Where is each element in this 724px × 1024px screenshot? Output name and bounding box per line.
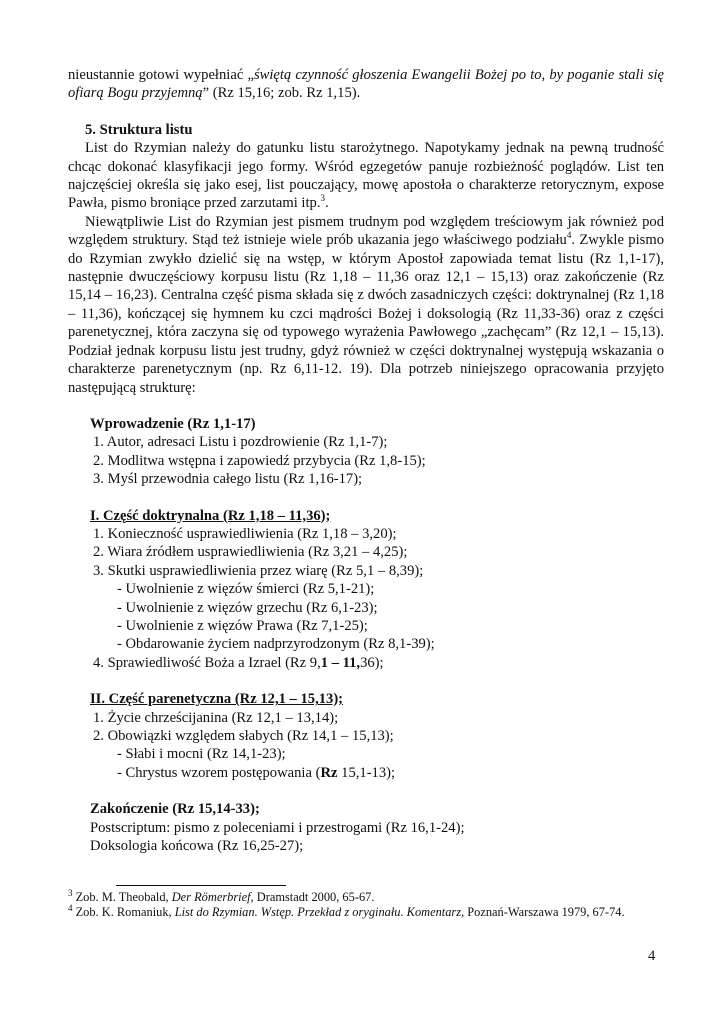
footnote-number: 3: [68, 887, 73, 898]
sub-list-item: - Uwolnienie z więzów Prawa (Rz 7,1-25);: [117, 617, 368, 634]
paragraph-2: [68, 213, 664, 397]
list-item-text: 4. Sprawiedliwość Boża a Izrael (Rz 9,: [93, 654, 321, 671]
page-number: 4: [648, 948, 656, 964]
footnote-ref-3: 3: [320, 193, 325, 204]
part-2-title: II. Część parenetyczna (Rz 12,1 – 15,13);: [90, 691, 344, 708]
list-item: 3. Myśl przewodnia całego listu (Rz 1,16-17);: [93, 471, 363, 488]
intro-section-title: Wprowadzenie (Rz 1,1-17): [90, 415, 256, 432]
ending-title: Zakończenie (Rz 15,14-33);: [90, 801, 260, 818]
footnote-text: Zob. M. Theobald,: [72, 890, 172, 904]
intro-paragraph: [68, 66, 664, 103]
paragraph-1-text: List do Rzymian należy do gatunku listu starożytnego. Napotykamy jednak na pewną trudność chcąc dokonać klasyfikacji jego formy. Wśród egzegetów panuje rozbieżność poglądów. List ten najczęściej określa się jako esej, list pouczający, mowę apostoła o charakterze retorycznym, expose Pawła, pismo broniące przed zarzutami itp.: [68, 140, 664, 212]
sub-list-item: - Słabi i mocni (Rz 14,1-23);: [117, 746, 286, 763]
footnote-divider: [116, 885, 286, 886]
sub-list-item: - Uwolnienie z więzów śmierci (Rz 5,1-21);: [117, 581, 375, 598]
intro-text: nieustannie gotowi wypełniać „: [68, 67, 254, 83]
footnote-title: Der Römerbrief: [171, 890, 251, 904]
list-item: 2. Wiara źródłem usprawiedliwienia (Rz 3,21 – 4,25);: [93, 544, 408, 561]
structure-intro: [68, 415, 664, 489]
intro-quote: świętą czynność głoszenia Ewangelii Bożej po to, by poganie stali się ofiarą Bogu przyjemną: [68, 67, 664, 102]
footnote-text: , Poznań-Warszawa 1979, 67-74.: [461, 905, 625, 919]
footnote-text: , Dramstadt 2000, 65-67.: [250, 890, 375, 904]
intro-citation: ” (Rz 15,16; zob. Rz 1,15).: [202, 85, 361, 102]
sub-list-bold: Rz: [320, 764, 338, 781]
footnote-number: 4: [68, 902, 73, 913]
list-item: Doksologia końcowa (Rz 16,25-27);: [90, 838, 304, 855]
paragraph-2-text-b: . Zwykle pismo do Rzymian zwykło dzielić się na wstęp, w którym Apostoł zapowiada temat listu (Rz 1,1-17), następnie dwuczęściowy korpusu listu (Rz 1,18 – 11,36 oraz 12,1 – 15,13) oraz zakończenie (Rz 15,14 – 16,23). Centralna część pisma składa się z dwóch zasadniczych części: doktrynalnej (Rz 1,18 – 11,36), kończącej się hymnem ku czci mądrości Bożej i doksologią (Rz 11,33-36) oraz z części parenetycznej, która zaczyna się od typowego wyrażenia Pawłowego „zachęcam” (Rz 12,1 – 15,13). Podział jednak korpusu listu jest trudny, gdyż również w części doktrynalnej występują wskazania o charakterze parenetycznym (np. Rz 6,11-12. 19). Dla potrzeb niniejszego opracowania przyjęto następującą strukturę:: [68, 232, 664, 396]
structure-part-1: [68, 507, 664, 673]
list-item: 2. Modlitwa wstępna i zapowiedź przybycia (Rz 1,8-15);: [93, 452, 426, 469]
list-item: 1. Autor, adresaci Listu i pozdrowienie (Rz 1,1-7);: [93, 434, 388, 451]
list-item: Postscriptum: pismo z poleceniami i przestrogami (Rz 16,1-24);: [90, 819, 465, 836]
list-item: 2. Obowiązki względem słabych (Rz 14,1 – 15,13);: [93, 728, 394, 744]
sub-list-item: [90, 764, 664, 782]
part-1-title: I. Część doktrynalna (Rz 1,18 – 11,36);: [90, 507, 331, 524]
list-item-bold: 1 – 11,: [320, 654, 361, 671]
list-item: 1. Konieczność usprawiedliwienia (Rz 1,18 – 3,20);: [93, 525, 397, 542]
sub-list-item: - Obdarowanie życiem nadprzyrodzonym (Rz 8,1-39);: [117, 636, 435, 653]
footnote-4: [68, 902, 664, 920]
footnote-ref-4: 4: [566, 230, 572, 241]
footnote-text: Zob. K. Romaniuk,: [72, 905, 175, 919]
list-item: 1. Życie chrześcijanina (Rz 12,1 – 13,14);: [93, 709, 339, 726]
paragraph-1: [68, 139, 664, 213]
list-item: [90, 654, 664, 672]
list-item-text: 36);: [360, 654, 384, 671]
sub-list-text: - Chrystus wzorem postępowania (: [117, 764, 321, 781]
structure-part-2: [68, 690, 664, 782]
paragraph-2-text-a: Niewątpliwie List do Rzymian jest pismem trudnym pod względem treściowym jak również pod względem struktury. Stąd też istnieje wiele prób ukazania jego właściwego podziału: [68, 213, 664, 249]
section-heading: 5. Struktura listu: [85, 121, 193, 138]
footnote-3: [68, 887, 664, 905]
footnote-title: List do Rzymian. Wstęp. Przekład z oryginału. Komentarz: [174, 905, 462, 919]
paragraph-1-end: .: [324, 195, 329, 212]
sub-list-item: - Uwolnienie z więzów grzechu (Rz 6,1-23);: [117, 599, 378, 616]
document-body: [68, 66, 664, 855]
structure-ending: [68, 800, 664, 855]
sub-list-text: 15,1-13);: [337, 764, 396, 781]
list-item: 3. Skutki usprawiedliwienia przez wiarę (Rz 5,1 – 8,39);: [93, 562, 424, 579]
footnotes: [68, 885, 664, 920]
